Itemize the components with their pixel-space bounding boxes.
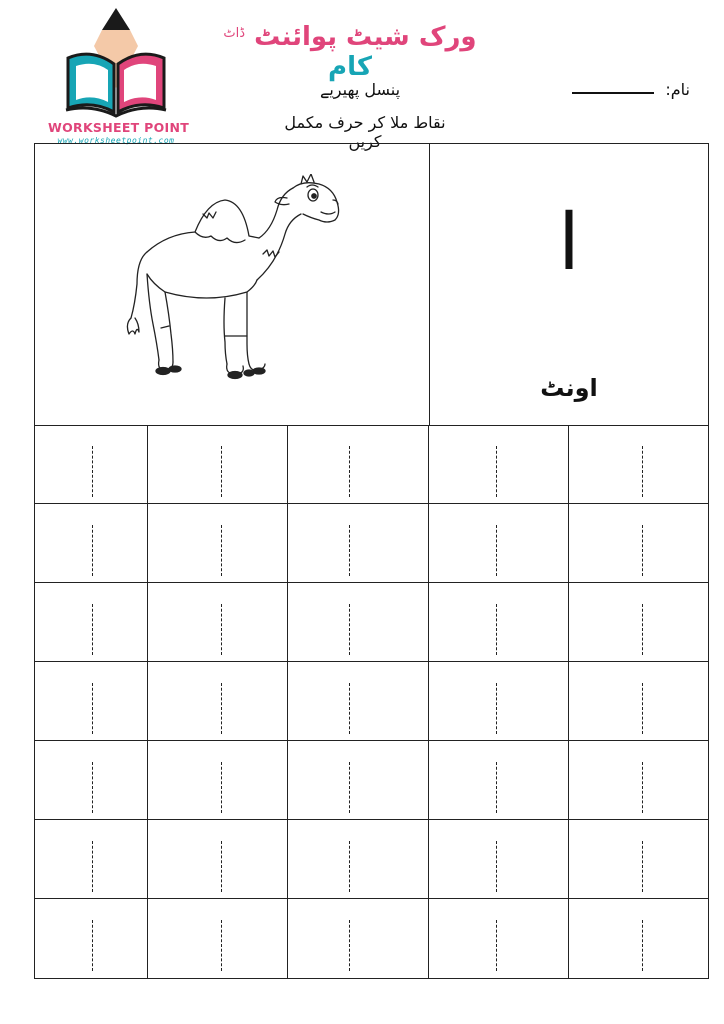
- dotted-letter-guide: [92, 762, 93, 813]
- trace-cell[interactable]: [148, 583, 288, 662]
- pencil-book-logo-icon: [62, 8, 170, 118]
- dotted-letter-guide: [221, 446, 222, 497]
- dotted-letter-guide: [92, 525, 93, 576]
- dotted-letter-guide: [349, 683, 350, 734]
- dotted-letter-guide: [642, 762, 643, 813]
- dotted-letter-guide: [221, 762, 222, 813]
- dotted-letter-guide: [496, 920, 497, 971]
- worksheet-grid: [34, 143, 709, 979]
- trace-cell[interactable]: [148, 425, 288, 504]
- dotted-letter-guide: [642, 604, 643, 655]
- trace-cell[interactable]: [148, 662, 288, 741]
- brand-part-3: پوائنٹ: [254, 22, 337, 52]
- trace-cell[interactable]: [288, 820, 429, 899]
- trace-cell[interactable]: [569, 425, 708, 504]
- trace-cell[interactable]: [35, 425, 148, 504]
- trace-cell[interactable]: [429, 899, 569, 978]
- brand-part-1: ورک: [418, 22, 477, 52]
- dotted-letter-guide: [496, 762, 497, 813]
- trace-cell[interactable]: [35, 583, 148, 662]
- dotted-letter-guide: [349, 841, 350, 892]
- dotted-letter-guide: [221, 841, 222, 892]
- brand-part-5: کام: [328, 52, 372, 82]
- dotted-letter-guide: [221, 525, 222, 576]
- brand-part-2: شیٹ: [346, 22, 410, 52]
- dotted-letter-guide: [642, 683, 643, 734]
- dotted-letter-guide: [642, 446, 643, 497]
- trace-cell[interactable]: [288, 662, 429, 741]
- dotted-letter-guide: [221, 683, 222, 734]
- dotted-letter-guide: [92, 920, 93, 971]
- trace-cell[interactable]: [288, 741, 429, 820]
- dotted-letter-guide: [642, 525, 643, 576]
- trace-cell[interactable]: [429, 425, 569, 504]
- dotted-letter-guide: [92, 841, 93, 892]
- letter-cell: [430, 144, 708, 425]
- practice-row: [35, 504, 708, 583]
- trace-cell[interactable]: [288, 425, 429, 504]
- instruction-join-dots: نقاط ملا کر حرف مکمل کریں: [284, 113, 446, 151]
- dotted-letter-guide: [496, 604, 497, 655]
- dotted-letter-guide: [349, 762, 350, 813]
- trace-cell[interactable]: [569, 820, 708, 899]
- trace-cell[interactable]: [35, 820, 148, 899]
- practice-row: [35, 583, 708, 662]
- dotted-letter-guide: [92, 604, 93, 655]
- brand-title: [200, 22, 500, 82]
- dotted-letter-guide: [349, 604, 350, 655]
- dotted-letter-guide: [642, 841, 643, 892]
- dotted-letter-guide: [349, 525, 350, 576]
- trace-cell[interactable]: [148, 899, 288, 978]
- trace-cell[interactable]: [569, 662, 708, 741]
- trace-cell[interactable]: [35, 662, 148, 741]
- trace-cell[interactable]: [569, 583, 708, 662]
- site-logo: [48, 8, 190, 145]
- dotted-letter-guide: [496, 446, 497, 497]
- practice-row: [35, 425, 708, 504]
- dotted-letter-guide: [496, 841, 497, 892]
- practice-row: [35, 662, 708, 741]
- trace-cell[interactable]: [35, 504, 148, 583]
- trace-cell[interactable]: [569, 899, 708, 978]
- target-letter: ا: [558, 198, 580, 288]
- dotted-letter-guide: [349, 446, 350, 497]
- dotted-letter-guide: [221, 604, 222, 655]
- instruction-trace-pencil: پنسل پھیریے: [319, 80, 401, 99]
- brand-part-4: ڈاٹ: [223, 26, 246, 41]
- trace-cell[interactable]: [429, 741, 569, 820]
- dotted-letter-guide: [92, 446, 93, 497]
- trace-cell[interactable]: [148, 504, 288, 583]
- trace-cell[interactable]: [288, 504, 429, 583]
- trace-cell[interactable]: [288, 583, 429, 662]
- trace-cell[interactable]: [569, 504, 708, 583]
- practice-row: [35, 899, 708, 978]
- trace-cell[interactable]: [148, 741, 288, 820]
- dotted-letter-guide: [349, 920, 350, 971]
- logo-wordmark: WORKSHEET POINT: [48, 120, 190, 135]
- practice-row: [35, 741, 708, 820]
- dotted-letter-guide: [496, 525, 497, 576]
- picture-cell: [35, 144, 430, 425]
- trace-cell[interactable]: [35, 741, 148, 820]
- trace-cell[interactable]: [569, 741, 708, 820]
- dotted-letter-guide: [221, 920, 222, 971]
- trace-cell[interactable]: [429, 583, 569, 662]
- dotted-letter-guide: [92, 683, 93, 734]
- example-word: اونٹ: [540, 374, 598, 402]
- trace-cell[interactable]: [288, 899, 429, 978]
- trace-cell[interactable]: [429, 504, 569, 583]
- name-label: نام:: [665, 80, 690, 99]
- trace-cell[interactable]: [35, 899, 148, 978]
- name-write-line[interactable]: [572, 92, 654, 94]
- logo-url: www.worksheetpoint.com: [57, 136, 175, 145]
- camel-icon: [107, 174, 357, 394]
- dotted-letter-guide: [642, 920, 643, 971]
- dotted-letter-guide: [496, 683, 497, 734]
- trace-cell[interactable]: [429, 662, 569, 741]
- trace-cell[interactable]: [148, 820, 288, 899]
- trace-cell[interactable]: [429, 820, 569, 899]
- practice-row: [35, 820, 708, 899]
- picture-row: [35, 144, 708, 426]
